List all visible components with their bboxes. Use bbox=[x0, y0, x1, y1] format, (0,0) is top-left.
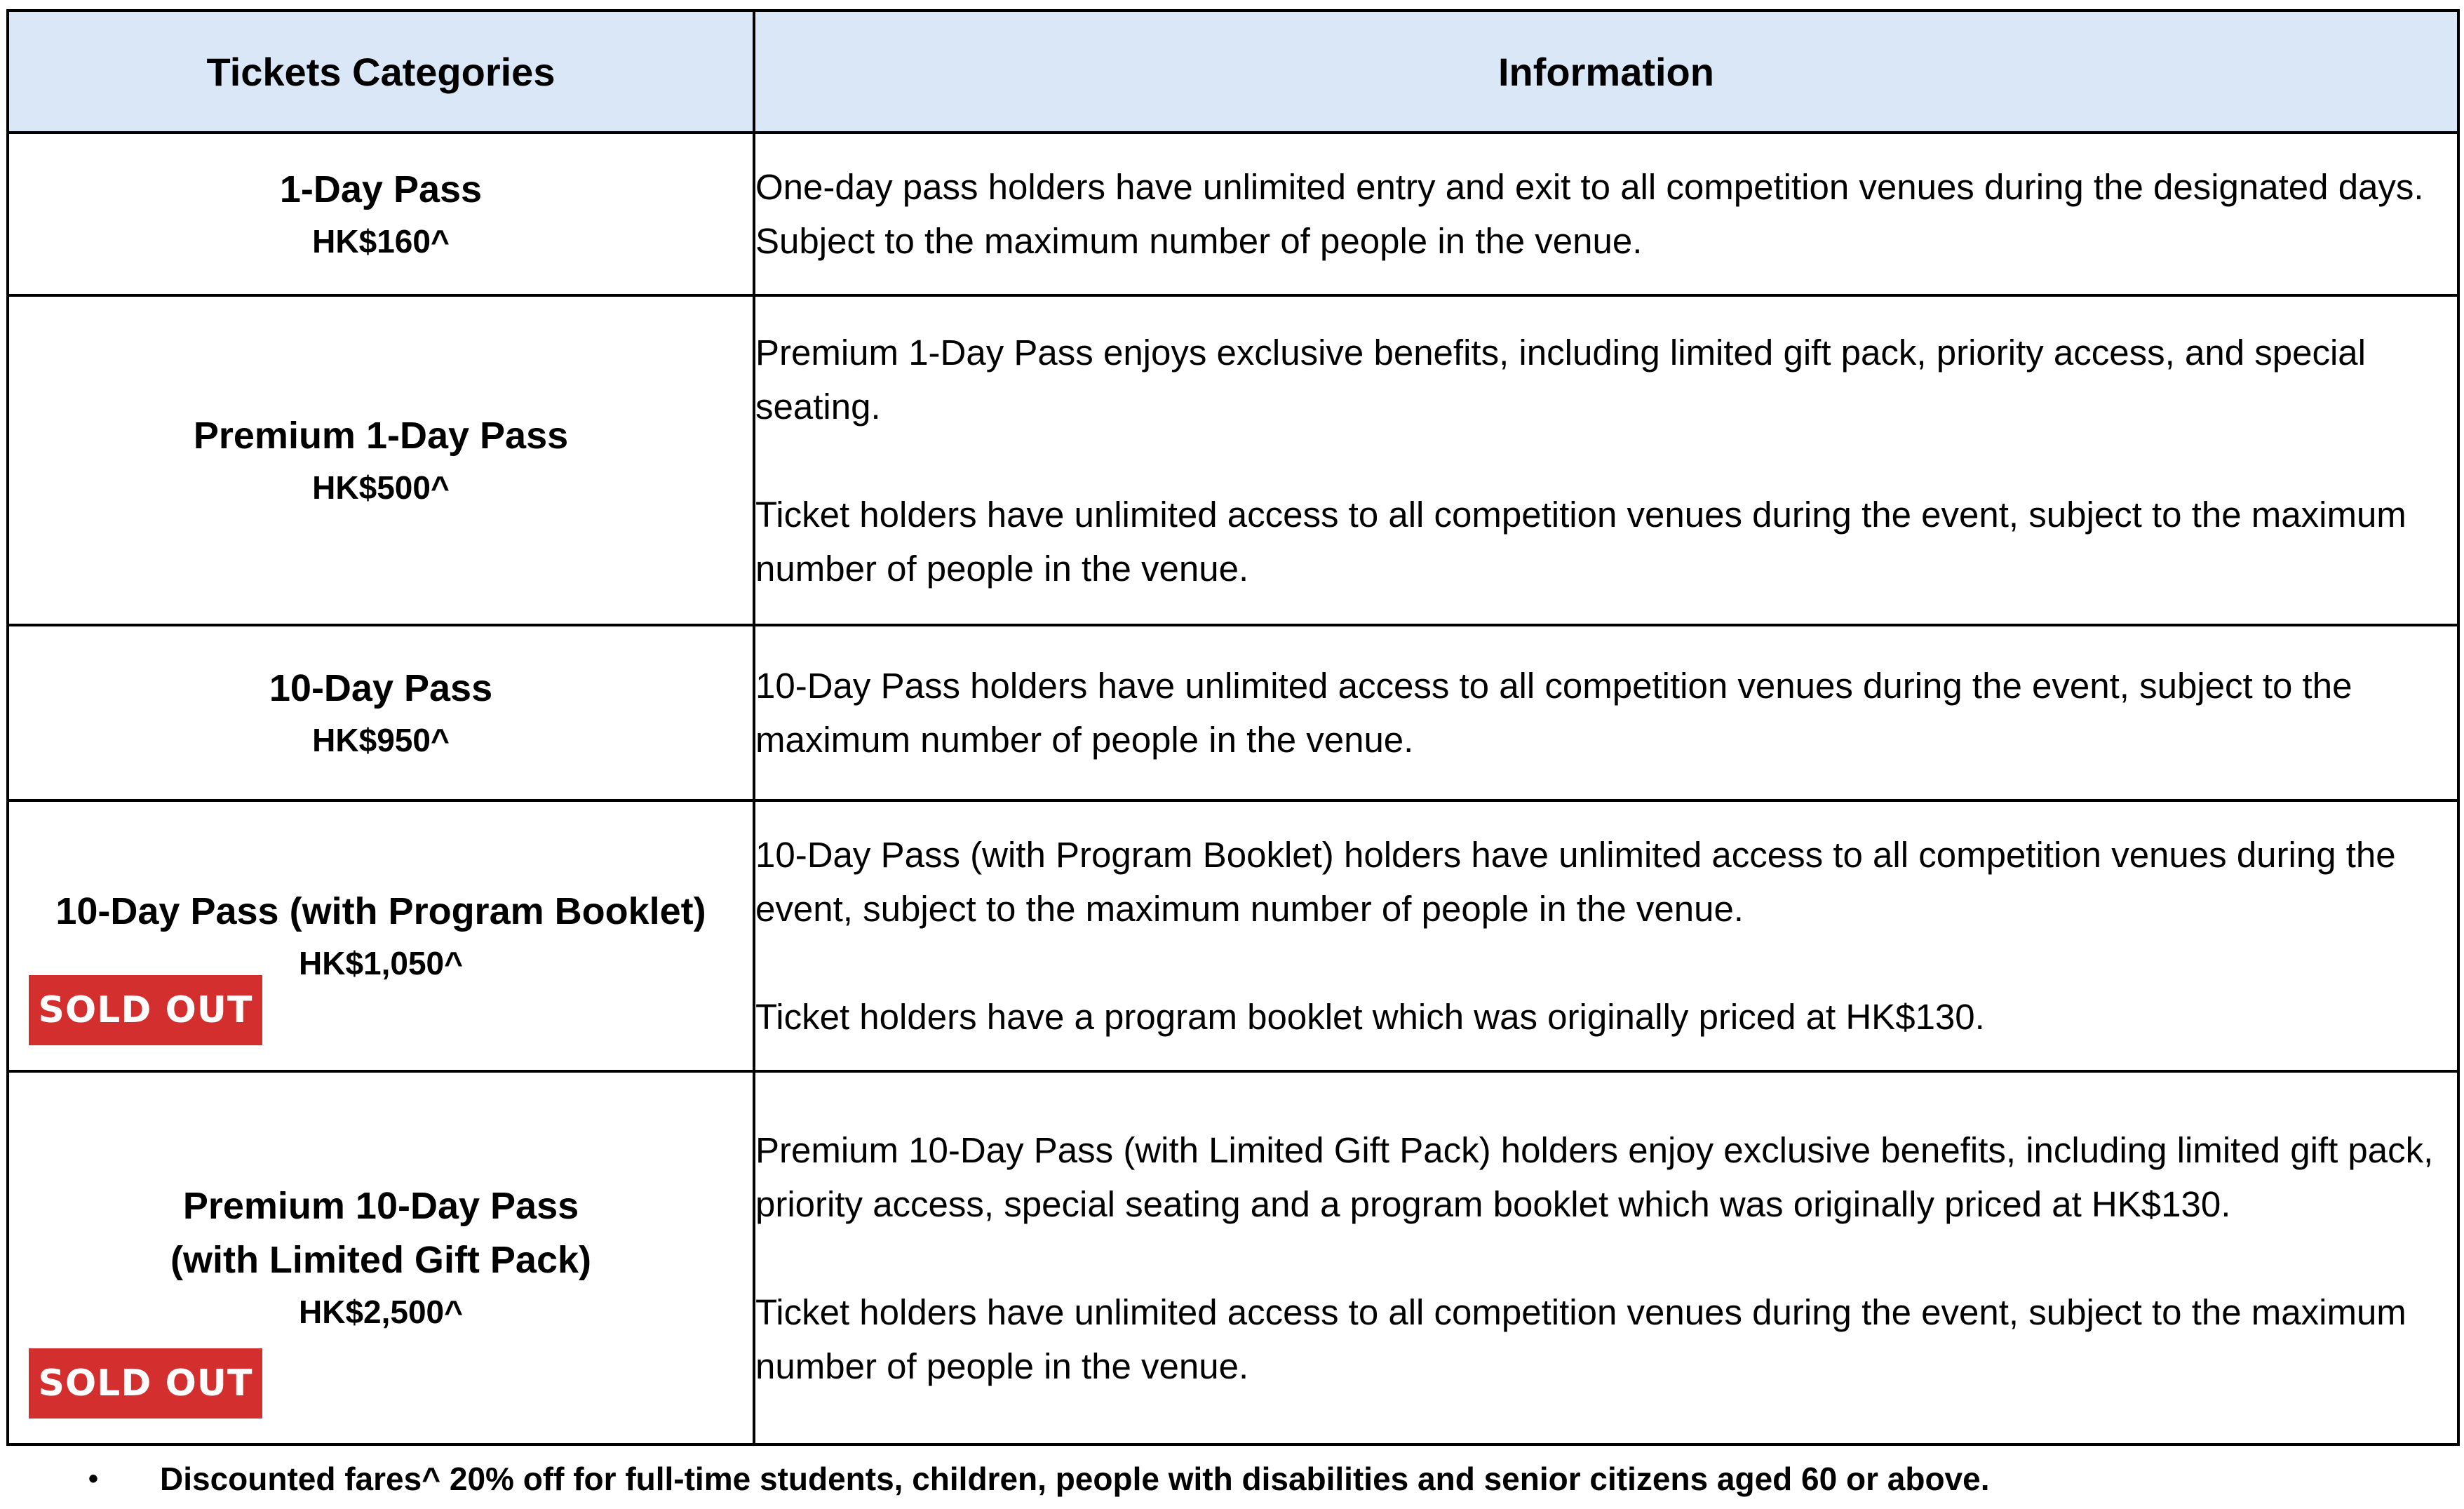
information-cell bbox=[754, 133, 2458, 295]
ticket-price: HK$500^ bbox=[312, 469, 450, 506]
information-cell bbox=[754, 295, 2458, 625]
info-paragraph: Premium 1-Day Pass enjoys exclusive benefits, including limited gift pack, priority access, and special seating. bbox=[755, 332, 2366, 427]
table-row bbox=[8, 295, 2458, 625]
ticket-price: HK$160^ bbox=[312, 222, 450, 260]
ticket-name: 10-Day Pass bbox=[269, 666, 493, 709]
category-cell bbox=[8, 625, 754, 800]
info-paragraph: Premium 10-Day Pass (with Limited Gift Pack) holders enjoy exclusive benefits, including limited gift pack, priority access, special seating and a program booklet which was originally priced at HK$130. bbox=[755, 1129, 2434, 1224]
info-paragraph: Ticket holders have unlimited access to all competition venues during the event, subject to the maximum number of people in the venue. bbox=[755, 494, 2406, 589]
table-header-row bbox=[8, 11, 2458, 133]
ticket-name-line-2: (with Limited Gift Pack) bbox=[170, 1239, 592, 1281]
footnote-text: Discounted fares^ 20% off for full-time students, children, people with disabilities and senior citizens aged 60 or above. bbox=[160, 1461, 1990, 1497]
ticket-price: HK$950^ bbox=[312, 721, 450, 758]
info-paragraph: 10-Day Pass (with Program Booklet) holders have unlimited access to all competition venues during the event, subject to the maximum number of people in the venue. bbox=[755, 835, 2396, 929]
ticket-price: HK$1,050^ bbox=[299, 944, 463, 981]
category-cell bbox=[8, 295, 754, 625]
ticket-name: 10-Day Pass (with Program Booklet) bbox=[55, 890, 706, 932]
information-cell bbox=[754, 625, 2458, 800]
header-information: Information bbox=[754, 11, 2458, 133]
ticket-name: Premium 1-Day Pass bbox=[193, 414, 569, 457]
info-paragraph: Ticket holders have unlimited access to all competition venues during the event, subject to the maximum number of people in the venue. bbox=[755, 1292, 2406, 1386]
ticket-price: HK$2,500^ bbox=[299, 1294, 463, 1330]
table-row bbox=[8, 1071, 2458, 1444]
ticket-name: 1-Day Pass bbox=[279, 168, 483, 210]
header-tickets-categories: Tickets Categories bbox=[8, 11, 754, 133]
ticket-name-line-1: Premium 10-Day Pass bbox=[182, 1185, 579, 1227]
category-cell bbox=[8, 800, 754, 1071]
info-paragraph: One-day pass holders have unlimited entry and exit to all competition venues during the designated days. Subject to the maximum number of people in the venue. bbox=[755, 167, 2424, 261]
table-row bbox=[8, 800, 2458, 1071]
table-row bbox=[8, 625, 2458, 800]
info-paragraph: Ticket holders have a program booklet which was originally priced at HK$130. bbox=[755, 997, 1985, 1037]
info-paragraph: 10-Day Pass holders have unlimited access to all competition venues during the event, subject to the maximum number of people in the venue. bbox=[755, 666, 2352, 760]
category-cell bbox=[8, 1071, 754, 1444]
category-cell bbox=[8, 133, 754, 295]
sold-out-badge: SOLD OUT bbox=[29, 975, 262, 1045]
information-cell bbox=[754, 800, 2458, 1071]
bullet-icon: • bbox=[88, 1463, 99, 1494]
discount-footnote bbox=[88, 1458, 1990, 1500]
table-row bbox=[8, 133, 2458, 295]
information-cell bbox=[754, 1071, 2458, 1444]
tickets-table bbox=[6, 9, 2460, 1446]
sold-out-badge: SOLD OUT bbox=[29, 1348, 262, 1419]
